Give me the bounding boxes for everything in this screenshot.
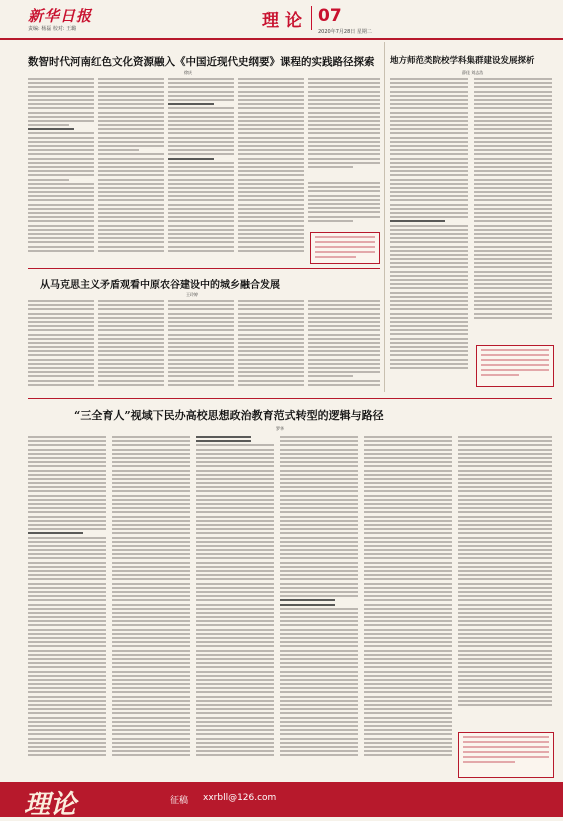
article-4-body-col-5	[364, 436, 452, 776]
editor-credits: 责编: 杨磊 校对: 王璐	[28, 26, 77, 32]
article-2-title: 地方师范类院校学科集群建设发展探析	[390, 56, 535, 66]
article-3-body-col-4	[238, 300, 304, 392]
article-1-body-col-5	[308, 78, 380, 178]
section-rule-2	[28, 398, 552, 399]
submission-email-link[interactable]: xxrbll@126.com	[203, 793, 277, 803]
article-4-author: 罗华	[276, 426, 284, 431]
article-3-body-col-3	[168, 300, 234, 392]
header-divider	[311, 6, 312, 30]
issue-date: 2020年7月28日 星期二	[318, 29, 372, 35]
section-title: 理论	[262, 11, 308, 31]
article-2-pull-quote	[476, 345, 554, 387]
submission-label: 征稿	[170, 796, 189, 806]
article-4-body-col-1	[28, 436, 106, 776]
article-1-body-col-3	[168, 78, 234, 263]
article-2-author: 薛佳 刘志浩	[462, 70, 484, 75]
article-3-body-col-2	[98, 300, 164, 392]
column-divider	[384, 42, 385, 392]
article-1-title: 数智时代河南红色文化资源融入《中国近现代史纲要》课程的实践路径探索	[28, 56, 375, 68]
article-4-body-col-6	[458, 436, 552, 726]
article-1-author-note	[308, 182, 380, 230]
article-1-author: 徐庆	[184, 70, 192, 75]
article-2-body-col-1	[390, 78, 468, 388]
article-3-author: 王玲婷	[186, 292, 198, 297]
section-rule-1	[28, 268, 380, 269]
page-number: 07	[318, 6, 342, 26]
article-1-body-col-2	[98, 78, 164, 263]
masthead: 新华日报	[28, 7, 93, 25]
article-3-title: 从马克思主义矛盾观看中原农谷建设中的城乡融合发展	[40, 280, 280, 291]
page-header	[0, 0, 563, 40]
article-4-title: “三全育人”视域下民办高校思想政治教育范式转型的逻辑与路径	[74, 409, 384, 422]
article-1-pull-quote	[310, 232, 380, 264]
article-2-body-col-2	[474, 78, 552, 338]
article-4-body-col-3	[196, 436, 274, 776]
article-1-body-col-1	[28, 78, 94, 263]
article-4-pull-quote	[458, 732, 554, 778]
footer-logo: 理论	[24, 790, 77, 820]
page-footer	[0, 782, 563, 820]
article-3-body-col-5	[308, 300, 380, 392]
article-3-body-col-1	[28, 300, 94, 392]
article-4-body-col-4	[280, 436, 358, 776]
article-4-body-col-2	[112, 436, 190, 776]
article-1-body-col-4	[238, 78, 304, 263]
